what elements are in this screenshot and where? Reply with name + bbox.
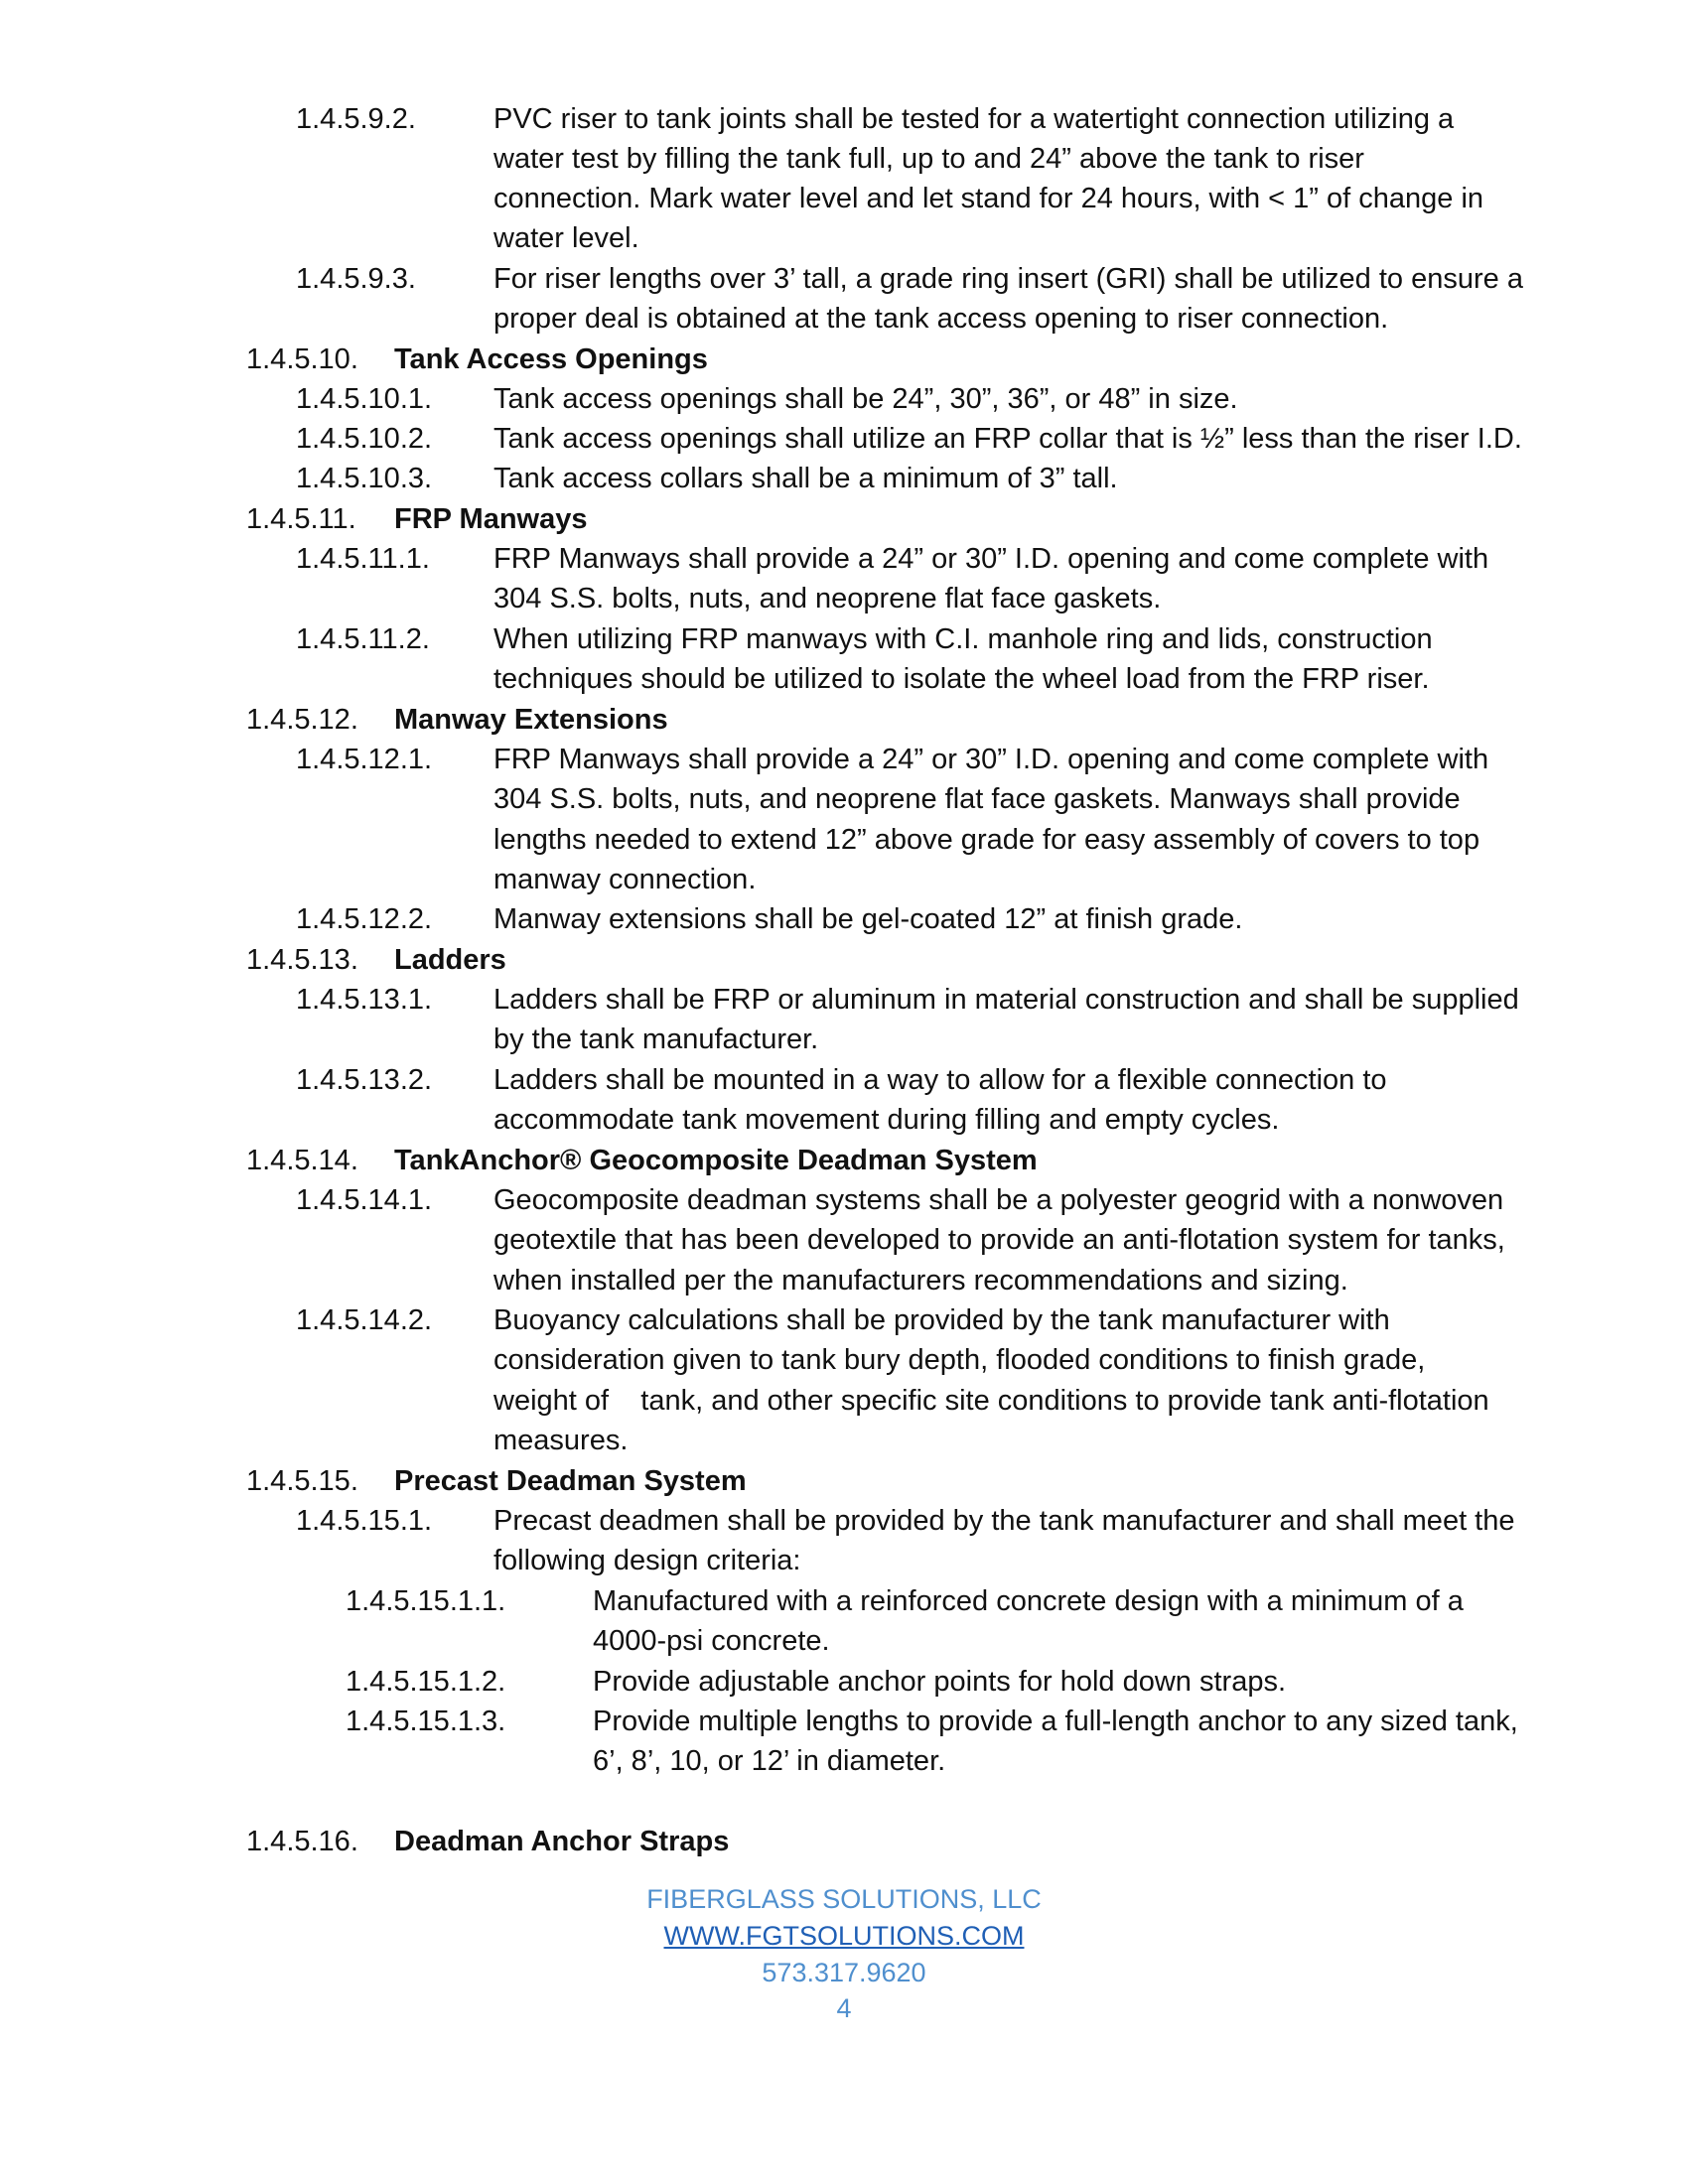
clause-text-continued: when installed per the manufacturers recommendations and sizing. <box>493 1265 1348 1297</box>
clause-number: 1.4.5.10.2. <box>296 423 433 455</box>
footer-company: FIBERGLASS SOLUTIONS, LLC <box>646 1884 1042 1914</box>
clause-text: Manway extensions shall be gel-coated 12” at finish grade. <box>493 903 1243 935</box>
clause-text-continued: 4000-psi concrete. <box>593 1625 830 1657</box>
page-number: 4 <box>836 1993 852 2023</box>
clause-number: 1.4.5.11.1. <box>296 543 430 575</box>
clause-text-continued: 304 S.S. bolts, nuts, and neoprene flat face gaskets. Manways shall provide <box>493 783 1461 815</box>
clause-text: Ladders shall be mounted in a way to allow for a flexible connection to <box>493 1064 1387 1096</box>
clause-number: 1.4.5.15.1.3. <box>346 1706 506 1737</box>
clause-number: 1.4.5.12.2. <box>296 903 433 935</box>
clause-text-continued: proper deal is obtained at the tank access opening to riser connection. <box>493 303 1389 335</box>
clause-text-continued: 6’, 8’, 10, or 12’ in diameter. <box>593 1745 946 1777</box>
clause-number: 1.4.5.15.1.2. <box>346 1666 506 1698</box>
clause-text-continued: weight of tank, and other specific site conditions to provide tank anti-flotation <box>493 1385 1489 1417</box>
clause-text: Tank access openings shall be 24”, 30”, 36”, or 48” in size. <box>493 383 1238 415</box>
clause-text-continued: manway connection. <box>493 864 757 895</box>
section-title: Deadman Anchor Straps <box>394 1826 730 1857</box>
section-number: 1.4.5.14. <box>246 1145 358 1176</box>
clause-number: 1.4.5.15.1. <box>296 1505 433 1537</box>
clause-text: FRP Manways shall provide a 24” or 30” I.D. opening and come complete with <box>493 744 1489 775</box>
clause-text: Buoyancy calculations shall be provided by the tank manufacturer with <box>493 1304 1390 1336</box>
clause-text-continued: geotextile that has been developed to provide an anti-flotation system for tanks, <box>493 1224 1505 1256</box>
clause-text: Precast deadmen shall be provided by the tank manufacturer and shall meet the <box>493 1505 1515 1537</box>
section-title: Tank Access Openings <box>394 343 708 375</box>
clause-number: 1.4.5.15.1.1. <box>346 1585 506 1617</box>
section-title: FRP Manways <box>394 503 588 535</box>
clause-text-continued: water level. <box>493 222 639 254</box>
clause-text-continued: by the tank manufacturer. <box>493 1024 819 1055</box>
clause-number: 1.4.5.14.2. <box>296 1304 433 1336</box>
section-title: Ladders <box>394 944 506 976</box>
section-title: Manway Extensions <box>394 704 668 736</box>
clause-text: Ladders shall be FRP or aluminum in material construction and shall be supplied <box>493 984 1519 1016</box>
section-title: TankAnchor® Geocomposite Deadman System <box>394 1145 1038 1176</box>
clause-text: When utilizing FRP manways with C.I. manhole ring and lids, construction <box>493 623 1433 655</box>
clause-text-continued: techniques should be utilized to isolate the wheel load from the FRP riser. <box>493 663 1430 695</box>
clause-text-continued: measures. <box>493 1425 629 1456</box>
clause-number: 1.4.5.9.3. <box>296 263 416 295</box>
section-number: 1.4.5.12. <box>246 704 358 736</box>
clause-text-continued: 304 S.S. bolts, nuts, and neoprene flat face gaskets. <box>493 583 1162 614</box>
clause-text: For riser lengths over 3’ tall, a grade ring insert (GRI) shall be utilized to ensure a <box>493 263 1523 295</box>
clause-text: Provide multiple lengths to provide a full-length anchor to any sized tank, <box>593 1706 1518 1737</box>
section-number: 1.4.5.15. <box>246 1465 358 1497</box>
section-number: 1.4.5.16. <box>246 1826 358 1857</box>
clause-text-continued: accommodate tank movement during filling and empty cycles. <box>493 1104 1280 1136</box>
clause-number: 1.4.5.14.1. <box>296 1184 433 1216</box>
clause-number: 1.4.5.10.3. <box>296 463 433 494</box>
clause-number: 1.4.5.12.1. <box>296 744 433 775</box>
clause-text-continued: consideration given to tank bury depth, flooded conditions to finish grade, <box>493 1344 1426 1376</box>
clause-number: 1.4.5.9.2. <box>296 103 416 135</box>
clause-number: 1.4.5.13.1. <box>296 984 433 1016</box>
section-title: Precast Deadman System <box>394 1465 747 1497</box>
section-number: 1.4.5.10. <box>246 343 358 375</box>
footer-website[interactable] <box>0 1918 1688 1955</box>
clause-text: FRP Manways shall provide a 24” or 30” I.D. opening and come complete with <box>493 543 1489 575</box>
clause-text-continued: lengths needed to extend 12” above grade for easy assembly of covers to top <box>493 824 1480 856</box>
clause-number: 1.4.5.10.1. <box>296 383 433 415</box>
clause-text-continued: connection. Mark water level and let stand for 24 hours, with < 1” of change in <box>493 183 1484 214</box>
footer-phone: 573.317.9620 <box>762 1958 926 1987</box>
section-number: 1.4.5.11. <box>246 503 356 535</box>
clause-text: Provide adjustable anchor points for hold down straps. <box>593 1666 1287 1698</box>
section-number: 1.4.5.13. <box>246 944 358 976</box>
clause-text-continued: following design criteria: <box>493 1545 801 1576</box>
clause-number: 1.4.5.11.2. <box>296 623 430 655</box>
clause-text: Tank access collars shall be a minimum of 3” tall. <box>493 463 1118 494</box>
footer-website-link[interactable]: WWW.FGTSOLUTIONS.COM <box>663 1921 1025 1951</box>
clause-text: PVC riser to tank joints shall be tested for a watertight connection utilizing a <box>493 103 1455 135</box>
clause-number: 1.4.5.13.2. <box>296 1064 433 1096</box>
clause-text: Geocomposite deadman systems shall be a polyester geogrid with a nonwoven <box>493 1184 1504 1216</box>
clause-text: Tank access openings shall utilize an FRP collar that is ½” less than the riser I.D. <box>493 423 1522 455</box>
clause-text: Manufactured with a reinforced concrete design with a minimum of a <box>593 1585 1464 1617</box>
clause-text-continued: water test by filling the tank full, up to and 24” above the tank to riser <box>493 143 1364 175</box>
